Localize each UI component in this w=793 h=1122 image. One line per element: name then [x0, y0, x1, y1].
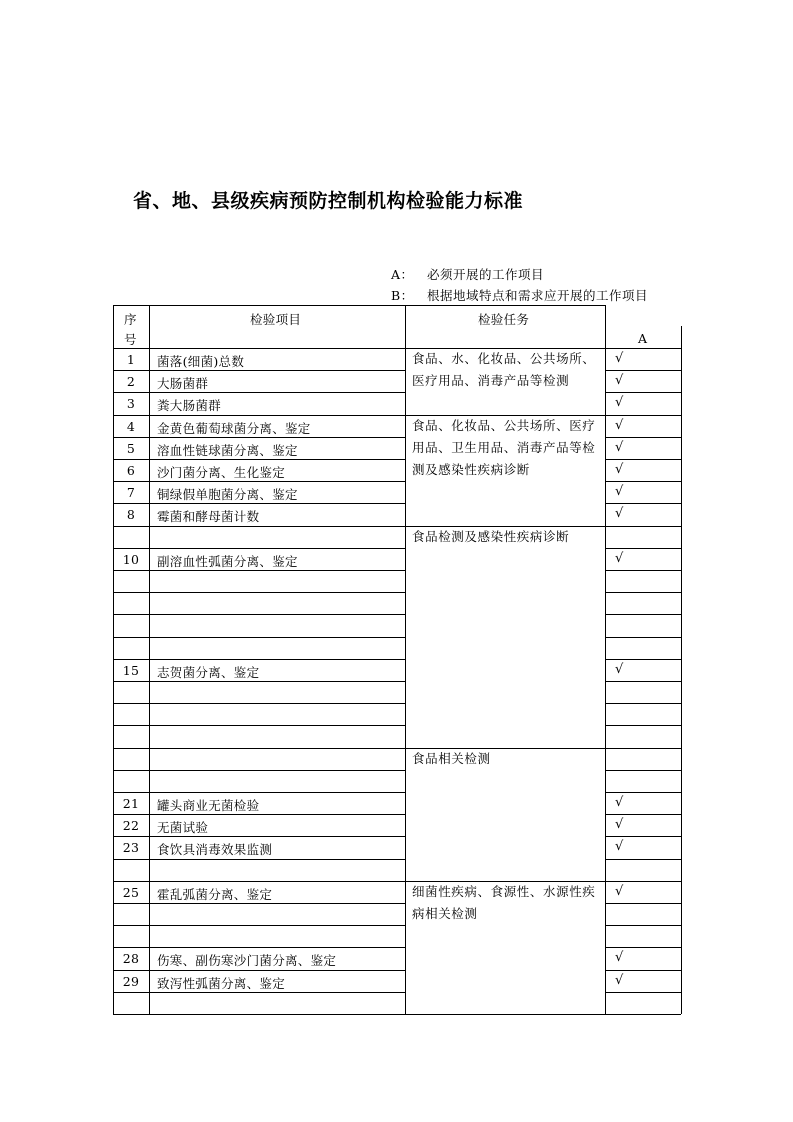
- row-divider-a: [605, 614, 681, 615]
- row-divider-a: [605, 881, 681, 882]
- row-divider: [113, 725, 405, 726]
- row-divider: [113, 659, 405, 660]
- row-number: 6: [126, 463, 136, 478]
- task-group-text: 食品、化妆品、公共场所、医疗用品、卫生用品、消毒产品等检测及感染性疾病诊断: [412, 417, 596, 477]
- row-divider-a: [605, 814, 681, 815]
- row-divider-a: [605, 836, 681, 837]
- row-item: 铜绿假单胞菌分离、鉴定: [157, 487, 298, 503]
- row-item: 食饮具消毒效果监测: [157, 842, 273, 858]
- row-number: 25: [122, 884, 140, 900]
- check-mark-a: √: [615, 550, 624, 566]
- row-divider: [113, 903, 405, 904]
- check-mark-a: √: [615, 373, 624, 389]
- task-group-text: 细菌性疾病、食源性、水源性疾病相关检测: [412, 883, 596, 921]
- row-item: 霉菌和酵母菌计数: [157, 509, 260, 525]
- legend-a-text: 必须开展的工作项目: [427, 267, 545, 282]
- row-number: 23: [122, 840, 140, 856]
- row-divider-a: [605, 748, 681, 749]
- row-item: 无菌试验: [157, 820, 209, 836]
- row-divider-a: [605, 415, 681, 416]
- legend-a-key: A：: [391, 267, 414, 282]
- row-divider-a: [605, 792, 681, 793]
- row-divider: [113, 459, 405, 460]
- row-item: 粪大肠菌群: [157, 398, 222, 414]
- check-mark-a: √: [615, 462, 624, 477]
- legend-b-key: B：: [391, 288, 414, 303]
- row-item: 霍乱弧菌分离、鉴定: [157, 886, 273, 902]
- row-divider-a: [605, 659, 681, 660]
- row-divider-a: [605, 970, 681, 971]
- row-divider: [113, 503, 405, 504]
- check-mark-a: √: [615, 351, 624, 366]
- row-divider: [113, 481, 405, 482]
- row-divider-a: [605, 570, 681, 571]
- row-divider-a: [605, 592, 681, 593]
- row-divider-a: [605, 392, 681, 393]
- column-divider-item: [405, 305, 406, 1014]
- row-divider: [113, 703, 405, 704]
- row-divider: [113, 614, 405, 615]
- table-bottom-border: [113, 1014, 681, 1015]
- row-number: 8: [126, 507, 136, 523]
- check-mark-a: √: [615, 661, 624, 677]
- row-number: 22: [122, 818, 140, 834]
- row-divider-a: [605, 725, 681, 726]
- check-mark-a: √: [615, 506, 624, 522]
- row-divider: [113, 970, 405, 971]
- row-number: 28: [122, 951, 140, 967]
- row-number: 5: [126, 440, 136, 456]
- row-divider: [113, 526, 405, 527]
- row-divider: [113, 925, 405, 926]
- row-divider-a: [605, 681, 681, 682]
- row-item: 志贺菌分离、鉴定: [157, 664, 260, 680]
- row-item: 罐头商业无菌检验: [157, 798, 260, 813]
- header-task: 检验任务: [478, 312, 530, 327]
- row-number: 29: [122, 973, 140, 989]
- row-item: 金黄色葡萄球菌分离、鉴定: [157, 420, 311, 436]
- row-divider-a: [605, 370, 681, 371]
- row-divider-a: [605, 459, 681, 460]
- row-item: 伤寒、副伤寒沙门菌分离、鉴定: [157, 953, 337, 969]
- row-item: 大肠菌群: [157, 376, 209, 392]
- row-divider-a: [605, 992, 681, 993]
- row-number: 1: [126, 352, 136, 367]
- row-divider: [113, 637, 405, 638]
- row-divider: [113, 592, 405, 593]
- page-title: 省、地、县级疾病预防控制机构检验能力标准: [133, 190, 524, 212]
- row-divider: [113, 770, 405, 771]
- row-divider: [113, 415, 405, 416]
- table-top-border: [113, 305, 605, 306]
- row-divider: [113, 792, 405, 793]
- row-number: 10: [122, 551, 140, 567]
- check-mark-a: √: [615, 883, 624, 899]
- row-item: 致泻性弧菌分离、鉴定: [157, 975, 286, 991]
- row-divider-a: [605, 859, 681, 860]
- legend-b-text: 根据地域特点和需求应开展的工作项目: [427, 288, 649, 303]
- check-mark-a: √: [615, 484, 624, 500]
- header-item: 检验项目: [250, 312, 302, 327]
- row-divider-a: [605, 947, 681, 948]
- row-divider: [113, 836, 405, 837]
- check-mark-a: √: [615, 795, 624, 810]
- row-item: 溶血性链球菌分离、鉴定: [157, 442, 298, 458]
- check-mark-a: √: [615, 950, 624, 966]
- row-divider-a: [605, 526, 681, 527]
- row-number: 4: [126, 418, 136, 434]
- check-mark-a: √: [615, 417, 624, 433]
- header-seq-2: 号: [124, 332, 137, 347]
- row-divider: [113, 548, 405, 549]
- row-item: 沙门菌分离、生化鉴定: [157, 465, 286, 480]
- header-seq-1: 序: [124, 312, 137, 327]
- row-divider-a: [605, 637, 681, 638]
- row-number: 15: [122, 662, 140, 678]
- task-group-text: 食品、水、化妆品、公共场所、医疗用品、消毒产品等检测: [412, 351, 596, 388]
- row-divider-a: [605, 903, 681, 904]
- row-divider: [113, 947, 405, 948]
- check-mark-a: √: [615, 839, 624, 855]
- check-mark-a: √: [615, 972, 624, 988]
- row-divider-a: [605, 925, 681, 926]
- row-number: 3: [126, 396, 136, 412]
- row-divider: [113, 748, 405, 749]
- row-number: 2: [126, 374, 136, 390]
- row-divider: [113, 681, 405, 682]
- header-col-a: A: [638, 331, 648, 346]
- check-mark-a: √: [615, 817, 624, 833]
- task-group-text: 食品相关检测: [412, 750, 491, 766]
- row-divider: [113, 437, 405, 438]
- row-divider: [113, 814, 405, 815]
- row-divider: [113, 992, 405, 993]
- row-item: 菌落(细菌)总数: [157, 354, 245, 369]
- row-number: 7: [126, 485, 136, 501]
- check-mark-a: √: [615, 395, 624, 411]
- check-mark-a: √: [615, 439, 624, 455]
- row-item: 副溶血性弧菌分离、鉴定: [157, 553, 298, 569]
- task-group-text: 食品检测及感染性疾病诊断: [412, 528, 570, 544]
- row-divider-a: [605, 437, 681, 438]
- row-divider: [113, 370, 405, 371]
- row-divider: [113, 392, 405, 393]
- row-divider: [113, 859, 405, 860]
- table-border-right: [681, 326, 682, 1014]
- row-divider-a: [605, 703, 681, 704]
- row-divider: [113, 881, 405, 882]
- row-divider-a: [605, 548, 681, 549]
- row-number: 21: [122, 796, 140, 811]
- row-divider-a: [605, 770, 681, 771]
- row-divider: [113, 570, 405, 571]
- row-divider-a: [605, 503, 681, 504]
- row-divider-a: [605, 481, 681, 482]
